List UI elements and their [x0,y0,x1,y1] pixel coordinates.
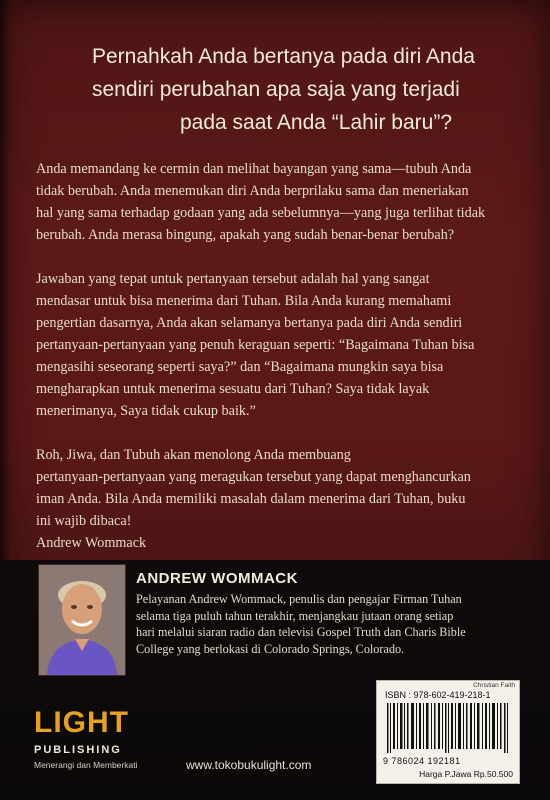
bio-line: Pelayanan Andrew Wommack, penulis dan pengajar Firman Tuhan [136,592,462,606]
tagline-line: pada saat Anda “Lahir baru”? [179,111,452,134]
blurb-text [36,158,506,576]
logo-publishing-label: PUBLISHING [34,744,122,756]
barcode-number: 9 786024 192181 [383,756,461,766]
price-label: Harga P.Jawa Rp.50.500 [419,769,513,779]
bio-line: hari melalui siaran radio dan televisi Gospel Truth dan Charis Bible [136,625,466,639]
text-line: tidak berubah. Anda menemukan diri Anda berprilaku sama dan meneriakan [36,183,469,199]
text-line: Jawaban yang tepat untuk pertanyaan tersebut adalah hal yang sangat [36,271,430,287]
text-line: mengharapkan untuk menerima sesuatu dari Tuhan? Saya tidak layak [36,381,430,397]
text-line: menerimanya, Saya tidak cukup baik.” [36,403,256,419]
barcode-label [376,680,520,784]
text-line: pertanyaan-pertanyaan yang penuh keraguan seperti: “Bagaimana Tuhan bisa [36,337,475,353]
bio-line: selama tiga puluh tahun terakhir, menjangkau jutaan orang setiap [136,608,454,623]
bio-line: College yang berlokasi di Colorado Springs, Colorado. [136,641,405,656]
author-portrait-icon [39,565,125,675]
text-line: mengasihi seseorang seperti saya?” dan “Bagaimana mungkin saya bisa [36,359,444,375]
text-line: mendasar untuk bisa menerima dari Tuhan. Bila Anda kurang memahami [36,293,452,309]
publisher-website: www.tokobukulight.com [186,758,312,772]
tagline-line: sendiri perubahan apa saja yang terjadi [92,78,460,101]
text-line: Roh, Jiwa, dan Tubuh akan menolong Anda membuang [36,447,351,463]
author-photo [38,564,126,676]
blurb-paragraph-1 [36,158,506,246]
blurb-paragraph-3 [36,444,506,554]
signature: Andrew Wommack [36,535,147,551]
text-line: Anda memandang ke cermin dan melihat bayangan yang sama—tubuh Anda [36,161,472,177]
author-bio [136,591,536,657]
text-line: iman Anda. Bila Anda memiliki masalah dalam menerima dari Tuhan, buku [36,491,466,507]
text-line: pertanyaan-pertanyaan yang meragukan tersebut yang dapat menghancurkan [36,469,471,485]
text-line: ini wajib dibaca! [36,513,132,529]
tagline-line: Pernahkah Anda bertanya pada diri Anda [92,45,475,68]
text-line: hal yang sama terhadap godaan yang ada sebelumnya—yang juga terlihat tidak [36,205,486,221]
barcode-icon [385,703,511,753]
logo-wordmark: LIGHT [34,706,129,739]
logo-tagline: Menerangi dan Memberkati [34,760,138,770]
text-line: berubah. Anda merasa bingung, apakah yang sudah benar-benar berubah? [36,227,455,243]
author-name: ANDREW WOMMACK [136,570,298,587]
isbn-text: ISBN : 978-602-419-218-1 [385,690,491,700]
publisher-logo [34,706,144,776]
text-line: pengertian dasarnya, Anda akan selamanya bertanya pada diri Anda sendiri [36,315,463,331]
tagline-question [92,40,475,139]
blurb-paragraph-2 [36,268,506,422]
genre-label: Christian Faith [473,682,515,689]
